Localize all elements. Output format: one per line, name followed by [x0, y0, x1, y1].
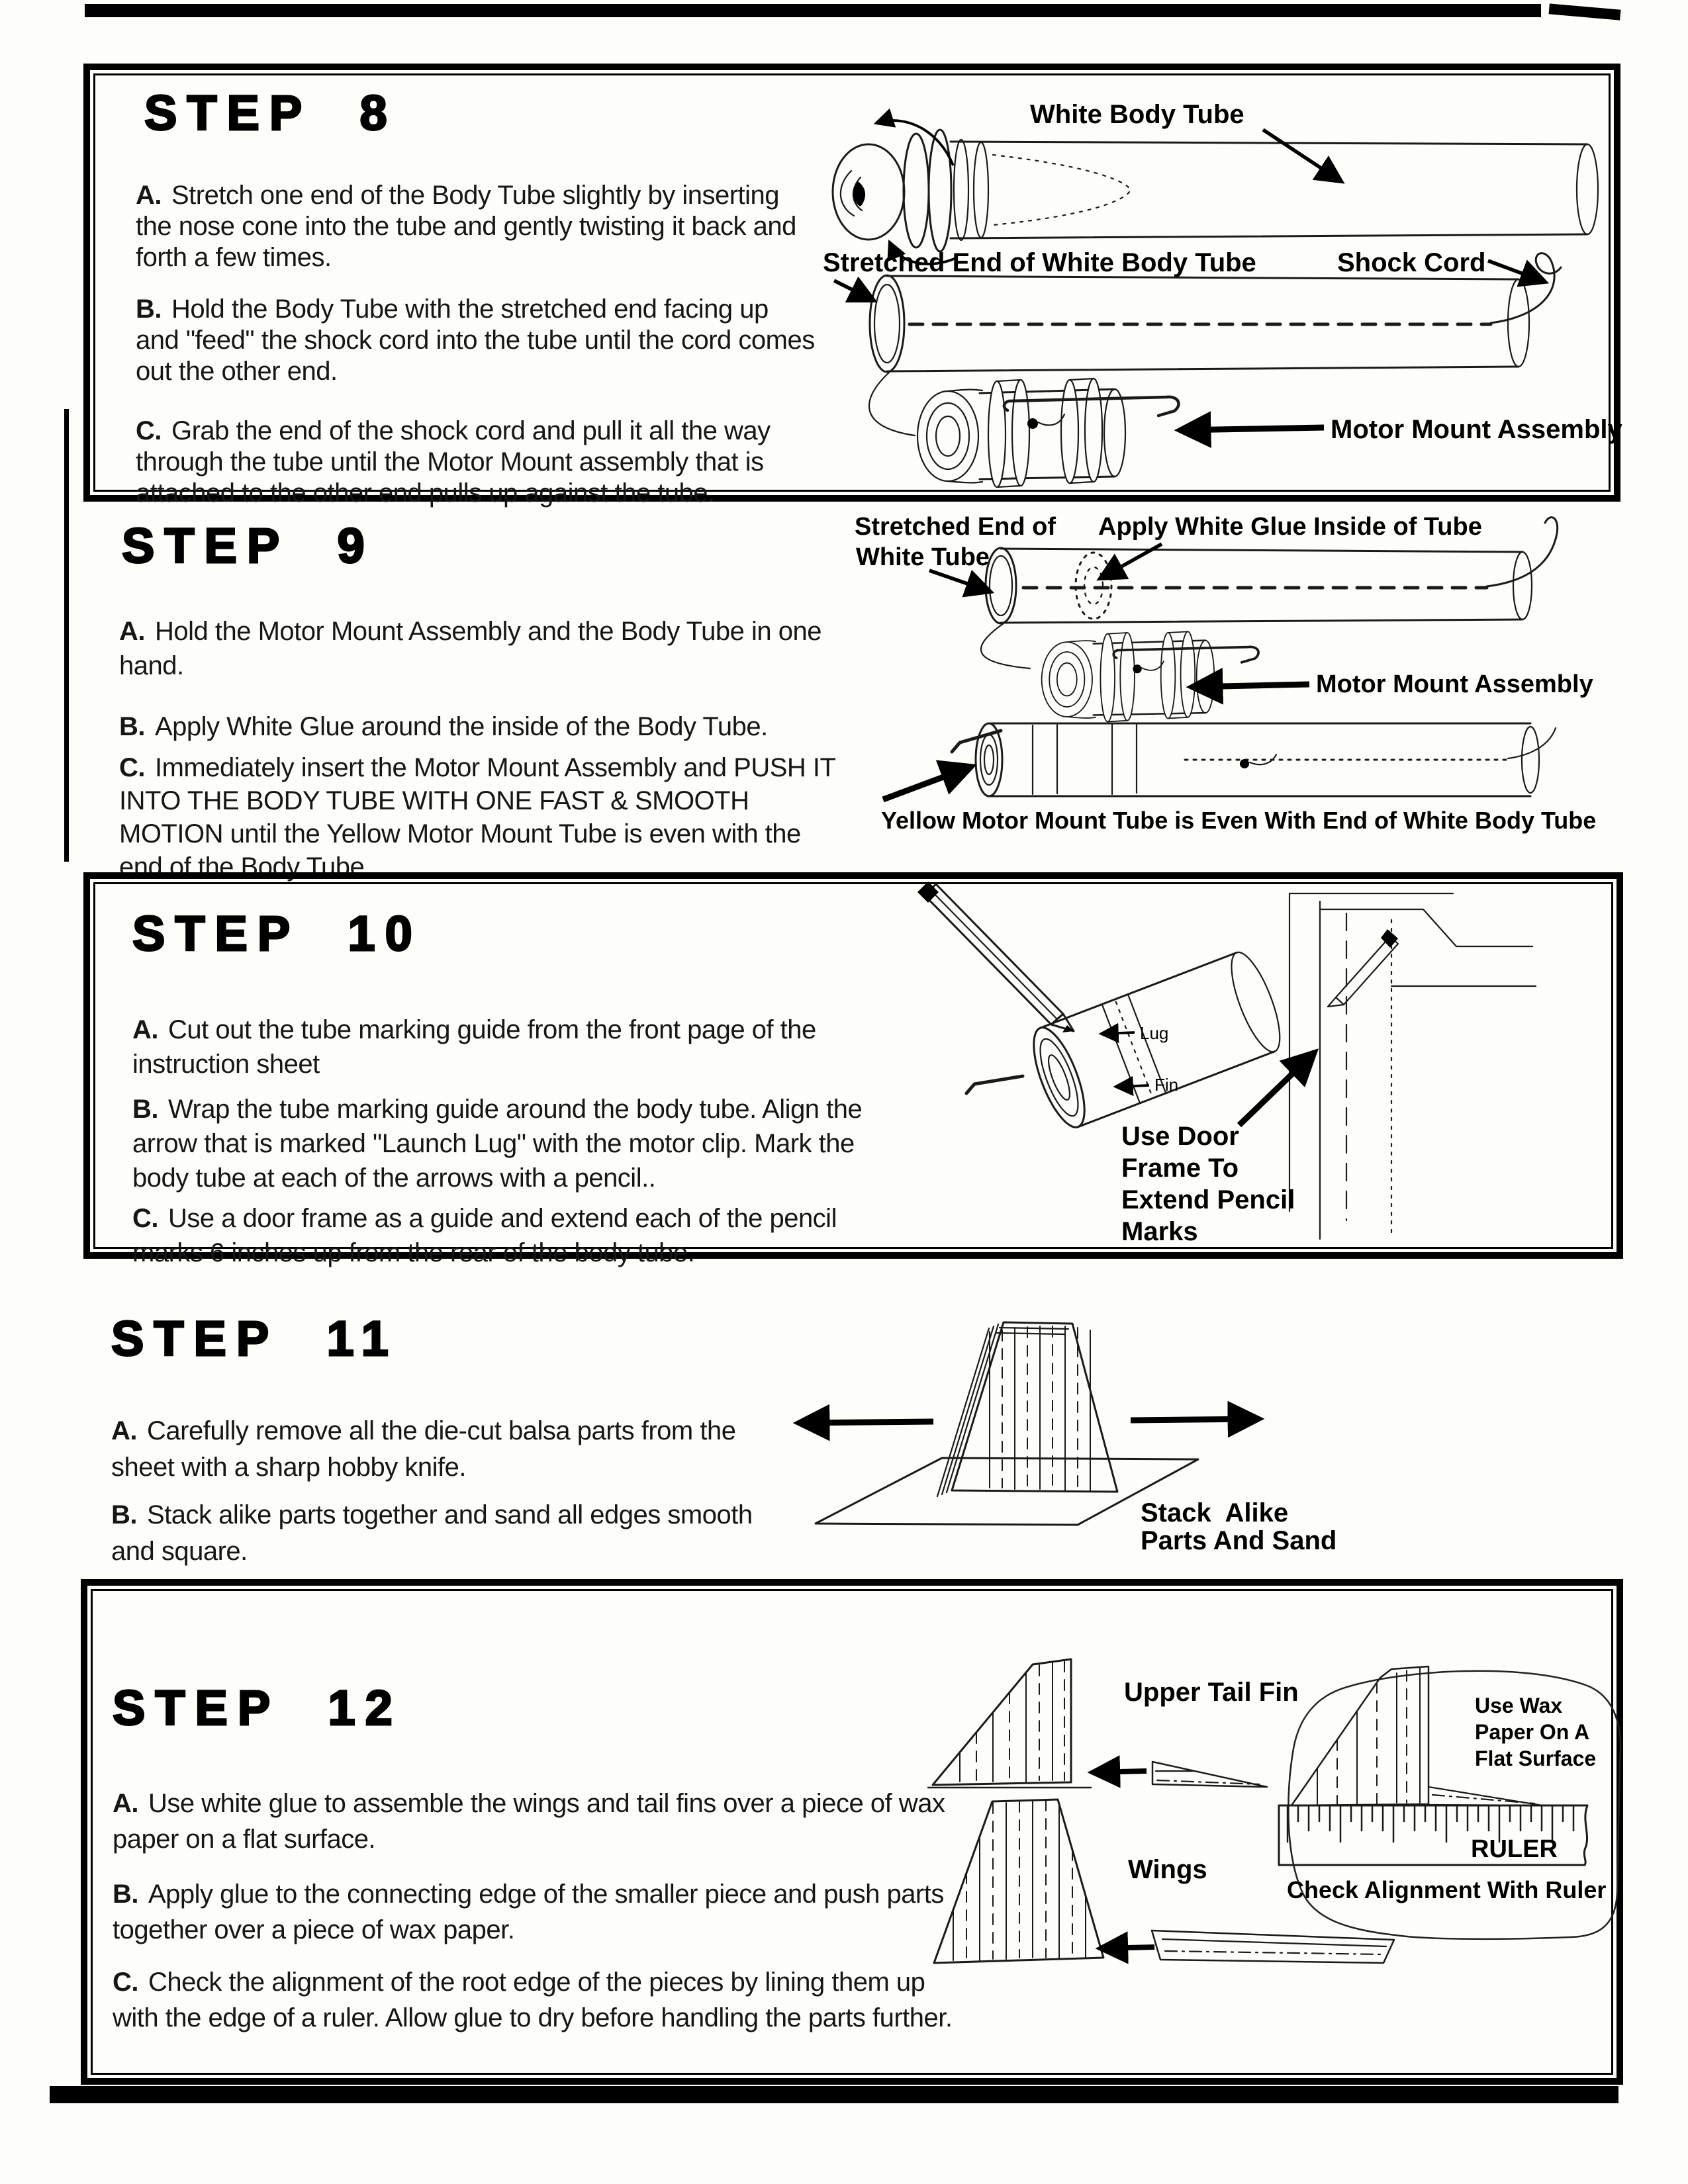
stacked-parts: [937, 1322, 1117, 1496]
step-8-item-b: [136, 294, 818, 387]
step-10-item-a-text: Cut out the tube marking guide from the front page of the instruction sheet: [132, 1015, 816, 1079]
shock-cord-label: Shock Cord: [1337, 248, 1486, 277]
door-frame: [1289, 893, 1536, 1239]
motor-mount-assembly-figure: [1042, 631, 1258, 721]
motor-mount-arrow: [1180, 428, 1324, 430]
scan-top-edge: [85, 4, 1541, 17]
sand-arrow-left: [798, 1422, 933, 1423]
step-8-item-b-text: Hold the Body Tube with the stretched end facing up and "feed" the shock cord into the tube until the cord comes out the other end.: [136, 295, 815, 386]
tube-shock-cord-figure: [869, 253, 1561, 435]
step-12-item-c-text: Check the alignment of the root edge of the pieces by lining them up with the edge of a ruler. Allow glue to dry before handling the parts further.: [113, 1968, 953, 2032]
door-frame-label-1: Use Door: [1121, 1122, 1239, 1151]
step-8-item-a: [136, 180, 818, 273]
step-8-item-c: [136, 416, 818, 509]
nose-cone-twist-figure: [833, 120, 1598, 264]
mount-inserted-figure: [952, 723, 1556, 796]
white-body-tube-label: White Body Tube: [1030, 100, 1244, 129]
stack-label-2: Parts And Sand: [1141, 1526, 1337, 1555]
stretched-end-label: Stretched End of White Body Tube: [823, 248, 1256, 277]
tail-fin-arrow: [1092, 1771, 1147, 1772]
step-11-item-b-text: Stack alike parts together and sand all edges smooth and square.: [111, 1500, 753, 1566]
step-9-item-a: [119, 614, 834, 683]
step-8-diagram: [801, 79, 1628, 503]
step-10-diagram: [923, 879, 1605, 1250]
fin-arrow: [1116, 1085, 1149, 1087]
wings-label: Wings: [1128, 1855, 1207, 1884]
step-10-item-c-text: Use a door frame as a guide and extend each of the pencil marks 6 inches up from the rear of the body tube.: [132, 1204, 837, 1267]
step-11-item-b: [111, 1497, 767, 1570]
step-12-item-c: [113, 1964, 973, 2036]
door-frame-arrow: [1239, 1052, 1315, 1125]
wax-paper-label-3: Flat Surface: [1475, 1747, 1597, 1770]
door-frame-label-3: Extend Pencil: [1121, 1185, 1295, 1214]
motor-mount-assembly-figure: [917, 379, 1178, 487]
step-8-item-c-label: C.: [136, 416, 162, 445]
step-12-item-b-label: B.: [113, 1880, 138, 1909]
step-12-item-c-label: C.: [113, 1968, 138, 1997]
tube-marking-guide: [966, 947, 1289, 1134]
lug-label: Lug: [1140, 1023, 1169, 1043]
upper-tail-fin-label: Upper Tail Fin: [1124, 1678, 1299, 1707]
sand-arrow-right: [1131, 1419, 1259, 1420]
inserted-mount-arrow: [883, 766, 972, 799]
stretched-end-white-tube-label-1: Stretched End of: [855, 513, 1056, 541]
step-12-diagram: [923, 1651, 1625, 1982]
scan-left-edge: [64, 409, 69, 862]
step-9-item-c-text: Immediately insert the Motor Mount Assembly and PUSH IT INTO THE BODY TUBE WITH ONE FAST & SMOOTH MOTION until the Yellow Motor Mount Tube is even with the end of the Body Tube: [119, 753, 835, 882]
step-11-item-a: [111, 1413, 767, 1486]
motor-mount-arrow: [1192, 684, 1309, 687]
lug-arrow: [1102, 1032, 1135, 1034]
step-10-item-a: [132, 1013, 880, 1081]
scan-bottom-edge: [50, 2086, 1618, 2103]
step-11-item-a-label: A.: [111, 1416, 137, 1445]
step-12-title: STEP 12: [113, 1680, 402, 1735]
step-10-item-b: [132, 1092, 907, 1195]
step-12-item-a-text: Use white glue to assemble the wings and tail fins over a piece of wax paper on a flat surface.: [113, 1789, 945, 1854]
scan-top-edge-right: [1549, 3, 1621, 20]
step-8-item-c-text: Grab the end of the shock cord and pull it all the way through the tube until the Motor Mount assembly that is attached to the other end pulls up against the tube.: [136, 416, 771, 508]
check-alignment-label: Check Alignment With Ruler: [1287, 1876, 1607, 1903]
step-11-item-a-text: Carefully remove all the die-cut balsa parts from the sheet with a sharp hobby knife.: [111, 1416, 736, 1482]
white-body-tube-arrow: [1263, 130, 1341, 181]
step-11-item-b-label: B.: [111, 1500, 137, 1529]
step-9-item-a-label: A.: [119, 617, 145, 646]
pencil-on-frame: [1328, 929, 1398, 1007]
step-11-diagram: [761, 1281, 1357, 1559]
fin-label: Fin: [1154, 1075, 1179, 1095]
step-12-item-a: [113, 1786, 973, 1857]
ruler: [1279, 1805, 1587, 1865]
step-10-item-c-label: C.: [132, 1204, 158, 1233]
step-12-item-a-label: A.: [113, 1789, 138, 1818]
stretched-end-white-tube-label-2: White Tube: [856, 543, 990, 571]
step-8-item-a-text: Stretch one end of the Body Tube slightly by inserting the nose cone into the tube and gently twisting it back and forth a few times.: [136, 181, 796, 272]
stretched-end-arrow: [929, 570, 990, 592]
step-9-title: STEP 9: [122, 518, 375, 573]
step-9-item-b-label: B.: [119, 712, 145, 741]
pencil: [917, 882, 1074, 1032]
yellow-even-label: Yellow Motor Mount Tube is Even With End of White Body Tube: [881, 807, 1597, 834]
step-9-item-b-text: Apply White Glue around the inside of the Body Tube.: [155, 712, 768, 741]
step-11-title: STEP 11: [111, 1311, 399, 1366]
step-10-item-b-label: B.: [132, 1095, 158, 1124]
step-12-item-b-text: Apply glue to the connecting edge of the smaller piece and push parts together over a piece of wax paper.: [113, 1880, 944, 1944]
step-12-item-b: [113, 1876, 973, 1948]
motor-mount-label: Motor Mount Assembly: [1316, 670, 1593, 698]
step-9-diagram: [821, 502, 1628, 866]
step-10-title: STEP 10: [132, 906, 422, 961]
apply-glue-label: Apply White Glue Inside of Tube: [1098, 513, 1482, 541]
step-10-item-c: [132, 1201, 880, 1270]
step-9-item-c-label: C.: [119, 753, 145, 782]
step-9-item-c: [119, 751, 841, 884]
step-10-item-a-label: A.: [132, 1015, 158, 1044]
motor-mount-label: Motor Mount Assembly: [1331, 415, 1622, 444]
stack-label-1: Stack Alike: [1141, 1498, 1289, 1527]
wax-paper-label-2: Paper On A: [1475, 1720, 1590, 1744]
step-8-item-b-label: B.: [136, 295, 162, 324]
door-frame-label-4: Marks: [1121, 1217, 1198, 1246]
step-9-item-a-text: Hold the Motor Mount Assembly and the Body Tube in one hand.: [119, 617, 821, 680]
ruler-label: RULER: [1471, 1835, 1558, 1863]
wings-arrow: [1100, 1947, 1154, 1948]
stretched-end-arrow: [834, 281, 874, 300]
door-frame-label-2: Frame To: [1121, 1154, 1239, 1183]
step-8-item-a-label: A.: [136, 181, 162, 210]
step-8-title: STEP 8: [144, 85, 397, 140]
step-10-item-b-text: Wrap the tube marking guide around the body tube. Align the arrow that is marked "Launch Lug" with the motor clip. Mark the body tube at each of the arrows with a pencil..: [132, 1095, 863, 1193]
wax-paper-label-1: Use Wax: [1475, 1694, 1563, 1717]
step-9-item-b: [119, 709, 834, 744]
